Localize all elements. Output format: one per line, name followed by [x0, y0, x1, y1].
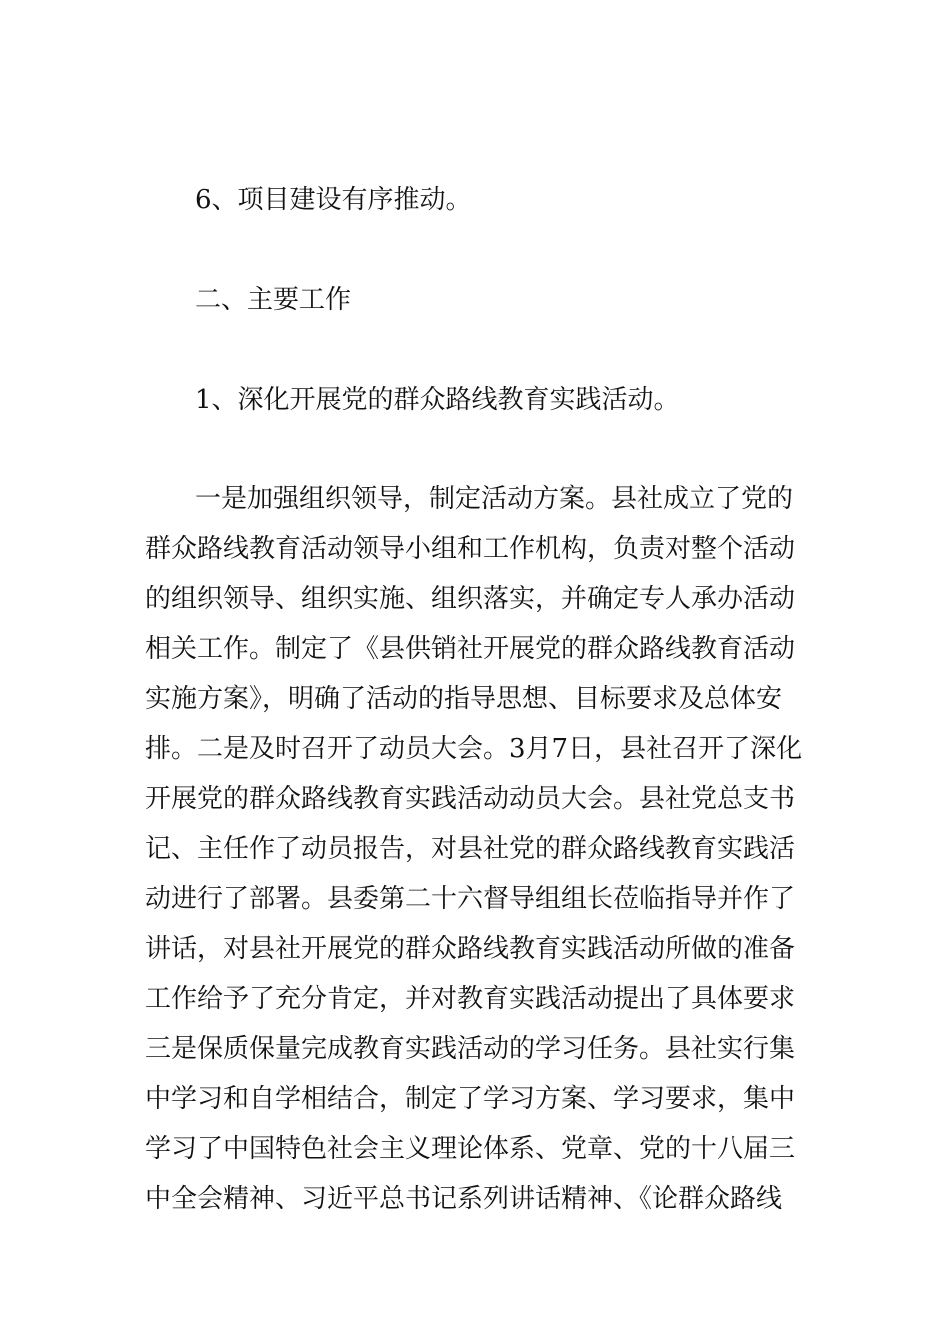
heading-project-construction: 6、项目建设有序推动。 [195, 185, 472, 215]
paragraph-line: 的组织领导、组织实施、组织落实，并确定专人承办活动 [145, 584, 796, 614]
paragraph-line: 群众路线教育活动领导小组和工作机构，负责对整个活动 [145, 534, 796, 564]
paragraph-line: 中全会精神、习近平总书记系列讲话精神、《论群众路线 [145, 1184, 783, 1214]
paragraph-line: 学习了中国特色社会主义理论体系、党章、党的十八届三 [145, 1134, 796, 1164]
paragraph-line: 开展党的群众路线教育实践活动动员大会。县社党总支书 [145, 784, 796, 814]
paragraph-line: 一是加强组织领导，制定活动方案。县社成立了党的 [195, 484, 794, 514]
paragraph-line: 三是保质保量完成教育实践活动的学习任务。县社实行集 [145, 1034, 796, 1064]
heading-mass-line-activity: 1、深化开展党的群众路线教育实践活动。 [195, 385, 680, 415]
paragraph-line: 排。二是及时召开了动员大会。3月7日，县社召开了深化 [145, 734, 803, 764]
paragraph-line: 实施方案》，明确了活动的指导思想、目标要求及总体安 [145, 684, 783, 714]
heading-main-work: 二、主要工作 [195, 285, 352, 315]
paragraph-line: 中学习和自学相结合，制定了学习方案、学习要求，集中 [145, 1084, 796, 1114]
paragraph-line: 相关工作。制定了《县供销社开展党的群众路线教育活动 [145, 634, 796, 664]
paragraph-line: 动进行了部署。县委第二十六督导组组长莅临指导并作了 [145, 884, 796, 914]
paragraph-line: 记、主任作了动员报告，对县社党的群众路线教育实践活 [145, 834, 796, 864]
paragraph-line: 工作给予了充分肯定，并对教育实践活动提出了具体要求 [145, 984, 796, 1014]
paragraph-line: 讲话，对县社开展党的群众路线教育实践活动所做的准备 [145, 934, 796, 964]
